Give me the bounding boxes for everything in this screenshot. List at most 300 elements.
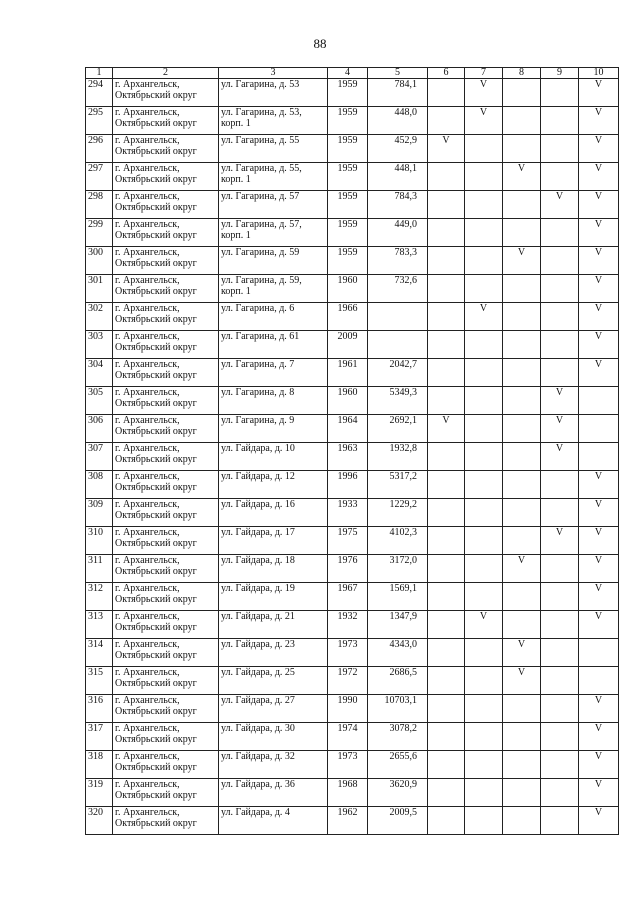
address-cell	[219, 583, 328, 611]
mark-cell-6	[428, 107, 465, 135]
table-row	[86, 387, 619, 415]
mark-cell-10	[579, 751, 619, 779]
check-mark: V	[594, 751, 603, 762]
settlement-cell	[113, 583, 219, 611]
row-number-cell	[86, 751, 113, 779]
floor-area: 5349,3	[389, 387, 417, 398]
settlement-cell	[113, 751, 219, 779]
check-mark: V	[594, 135, 603, 146]
year-cell	[328, 107, 368, 135]
mark-cell-6	[428, 471, 465, 499]
row-number-cell	[86, 499, 113, 527]
mark-cell-6	[428, 303, 465, 331]
table-row	[86, 79, 619, 107]
year-cell	[328, 443, 368, 471]
street-address: ул. Гайдара, д. 25	[221, 667, 295, 678]
check-mark: V	[594, 303, 603, 314]
area-cell	[368, 163, 428, 191]
address-cell	[219, 79, 328, 107]
year-cell	[328, 779, 368, 807]
mark-cell-6	[428, 79, 465, 107]
district-name: Октябрьский округ	[115, 258, 197, 269]
mark-cell-7	[465, 135, 503, 163]
settlement-cell	[113, 695, 219, 723]
check-mark: V	[517, 163, 526, 174]
row-number: 315	[88, 667, 103, 678]
address-cell	[219, 219, 328, 247]
address-cell	[219, 555, 328, 583]
mark-cell-8	[503, 163, 541, 191]
table-row	[86, 611, 619, 639]
city-name: г. Архангельск,	[115, 107, 180, 118]
address-cell	[219, 639, 328, 667]
mark-cell-10	[579, 247, 619, 275]
street-address: ул. Гайдара, д. 27	[221, 695, 295, 706]
check-mark: V	[517, 247, 526, 258]
settlement-cell	[113, 191, 219, 219]
area-cell	[368, 779, 428, 807]
build-year: 1966	[337, 303, 358, 314]
mark-cell-6	[428, 695, 465, 723]
row-number-cell	[86, 639, 113, 667]
header-col-9: 9	[541, 68, 579, 79]
district-name: Октябрьский округ	[115, 482, 197, 493]
floor-area: 452,9	[394, 135, 417, 146]
area-cell	[368, 751, 428, 779]
table-row	[86, 471, 619, 499]
header-col-10: 10	[579, 68, 619, 79]
row-number-cell	[86, 135, 113, 163]
mark-cell-9	[541, 415, 579, 443]
mark-cell-7	[465, 779, 503, 807]
mark-cell-6	[428, 723, 465, 751]
check-mark: V	[594, 723, 603, 734]
area-cell	[368, 639, 428, 667]
year-cell	[328, 667, 368, 695]
district-name: Октябрьский округ	[115, 734, 197, 745]
mark-cell-9	[541, 275, 579, 303]
settlement-cell	[113, 667, 219, 695]
area-cell	[368, 303, 428, 331]
table-row	[86, 555, 619, 583]
address-cell	[219, 667, 328, 695]
header-col-4: 4	[328, 68, 368, 79]
settlement-cell	[113, 415, 219, 443]
row-number-cell	[86, 79, 113, 107]
year-cell	[328, 611, 368, 639]
row-number: 306	[88, 415, 103, 426]
street-address: ул. Гайдара, д. 23	[221, 639, 295, 650]
row-number-cell	[86, 807, 113, 835]
mark-cell-9	[541, 555, 579, 583]
row-number: 314	[88, 639, 103, 650]
area-cell	[368, 135, 428, 163]
street-address: ул. Гагарина, д. 59	[221, 247, 300, 258]
floor-area: 5317,2	[389, 471, 417, 482]
floor-area: 1229,2	[389, 499, 417, 510]
build-year: 1932	[337, 611, 358, 622]
table-row	[86, 163, 619, 191]
district-name: Октябрьский округ	[115, 622, 197, 633]
build-year: 1959	[337, 247, 358, 258]
mark-cell-8	[503, 359, 541, 387]
mark-cell-7	[465, 359, 503, 387]
floor-area: 2692,1	[389, 415, 417, 426]
city-name: г. Архангельск,	[115, 471, 180, 482]
table-row	[86, 359, 619, 387]
check-mark: V	[594, 79, 603, 90]
settlement-cell	[113, 471, 219, 499]
table-row	[86, 415, 619, 443]
mark-cell-8	[503, 471, 541, 499]
check-mark: V	[594, 807, 603, 818]
row-number: 313	[88, 611, 103, 622]
city-name: г. Архангельск,	[115, 135, 180, 146]
mark-cell-7	[465, 611, 503, 639]
mark-cell-6	[428, 639, 465, 667]
mark-cell-8	[503, 751, 541, 779]
mark-cell-8	[503, 695, 541, 723]
mark-cell-7	[465, 583, 503, 611]
street-address: ул. Гайдара, д. 18	[221, 555, 295, 566]
row-number: 298	[88, 191, 103, 202]
row-number: 307	[88, 443, 103, 454]
city-name: г. Архангельск,	[115, 807, 180, 818]
build-year: 1961	[337, 359, 358, 370]
area-cell	[368, 79, 428, 107]
build-year: 1964	[337, 415, 358, 426]
build-year: 1960	[337, 275, 358, 286]
address-cell	[219, 499, 328, 527]
street-address: ул. Гайдара, д. 36	[221, 779, 295, 790]
mark-cell-10	[579, 415, 619, 443]
row-number-cell	[86, 275, 113, 303]
mark-cell-7	[465, 639, 503, 667]
build-year: 1933	[337, 499, 358, 510]
settlement-cell	[113, 135, 219, 163]
mark-cell-8	[503, 611, 541, 639]
mark-cell-10	[579, 275, 619, 303]
mark-cell-9	[541, 723, 579, 751]
area-cell	[368, 471, 428, 499]
district-name: Октябрьский округ	[115, 650, 197, 661]
mark-cell-8	[503, 527, 541, 555]
mark-cell-9	[541, 611, 579, 639]
header-col-1: 1	[86, 68, 113, 79]
building-corpus: корп. 1	[221, 174, 251, 185]
build-year: 1962	[337, 807, 358, 818]
area-cell	[368, 387, 428, 415]
district-name: Октябрьский округ	[115, 314, 197, 325]
settlement-cell	[113, 387, 219, 415]
city-name: г. Архангельск,	[115, 751, 180, 762]
mark-cell-8	[503, 219, 541, 247]
row-number-cell	[86, 107, 113, 135]
mark-cell-7	[465, 107, 503, 135]
build-year: 1975	[337, 527, 358, 538]
street-address: ул. Гайдара, д. 17	[221, 527, 295, 538]
settlement-cell	[113, 443, 219, 471]
mark-cell-10	[579, 639, 619, 667]
row-number: 304	[88, 359, 103, 370]
floor-area: 732,6	[394, 275, 417, 286]
floor-area: 2042,7	[389, 359, 417, 370]
city-name: г. Архангельск,	[115, 163, 180, 174]
mark-cell-10	[579, 555, 619, 583]
area-cell	[368, 499, 428, 527]
street-address: ул. Гагарина, д. 6	[221, 303, 295, 314]
mark-cell-6	[428, 499, 465, 527]
address-cell	[219, 527, 328, 555]
area-cell	[368, 695, 428, 723]
mark-cell-9	[541, 695, 579, 723]
year-cell	[328, 387, 368, 415]
check-mark: V	[594, 611, 603, 622]
mark-cell-9	[541, 191, 579, 219]
district-name: Октябрьский округ	[115, 678, 197, 689]
floor-area: 4343,0	[389, 639, 417, 650]
settlement-cell	[113, 779, 219, 807]
address-cell	[219, 387, 328, 415]
mark-cell-8	[503, 443, 541, 471]
settlement-cell	[113, 163, 219, 191]
year-cell	[328, 695, 368, 723]
row-number-cell	[86, 191, 113, 219]
mark-cell-10	[579, 79, 619, 107]
mark-cell-8	[503, 107, 541, 135]
settlement-cell	[113, 527, 219, 555]
mark-cell-10	[579, 303, 619, 331]
address-cell	[219, 303, 328, 331]
city-name: г. Архангельск,	[115, 443, 180, 454]
page-number: 88	[313, 36, 327, 51]
mark-cell-9	[541, 667, 579, 695]
mark-cell-10	[579, 387, 619, 415]
row-number-cell	[86, 303, 113, 331]
check-mark: V	[555, 387, 564, 398]
mark-cell-8	[503, 191, 541, 219]
table-row	[86, 527, 619, 555]
year-cell	[328, 415, 368, 443]
city-name: г. Архангельск,	[115, 247, 180, 258]
mark-cell-10	[579, 107, 619, 135]
district-name: Октябрьский округ	[115, 146, 197, 157]
mark-cell-9	[541, 779, 579, 807]
mark-cell-7	[465, 667, 503, 695]
city-name: г. Архангельск,	[115, 79, 180, 90]
table-row	[86, 303, 619, 331]
mark-cell-9	[541, 527, 579, 555]
mark-cell-9	[541, 583, 579, 611]
row-number: 301	[88, 275, 103, 286]
year-cell	[328, 527, 368, 555]
row-number: 295	[88, 107, 103, 118]
mark-cell-9	[541, 387, 579, 415]
address-cell	[219, 275, 328, 303]
street-address: ул. Гагарина, д. 57	[221, 191, 300, 202]
mark-cell-6	[428, 135, 465, 163]
city-name: г. Архангельск,	[115, 303, 180, 314]
street-address: ул. Гагарина, д. 9	[221, 415, 295, 426]
floor-area: 1569,1	[389, 583, 417, 594]
mark-cell-7	[465, 79, 503, 107]
mark-cell-9	[541, 247, 579, 275]
table-row	[86, 443, 619, 471]
build-year: 1972	[337, 667, 358, 678]
street-address: ул. Гагарина, д. 59,	[221, 275, 302, 286]
mark-cell-10	[579, 219, 619, 247]
row-number: 316	[88, 695, 103, 706]
area-cell	[368, 555, 428, 583]
build-year: 1959	[337, 107, 358, 118]
city-name: г. Архангельск,	[115, 331, 180, 342]
row-number: 305	[88, 387, 103, 398]
area-cell	[368, 331, 428, 359]
mark-cell-8	[503, 667, 541, 695]
row-number-cell	[86, 219, 113, 247]
district-name: Октябрьский округ	[115, 398, 197, 409]
street-address: ул. Гагарина, д. 53,	[221, 107, 302, 118]
mark-cell-6	[428, 555, 465, 583]
check-mark: V	[594, 163, 603, 174]
mark-cell-8	[503, 499, 541, 527]
street-address: ул. Гагарина, д. 8	[221, 387, 295, 398]
check-mark: V	[594, 779, 603, 790]
row-number-cell	[86, 387, 113, 415]
build-year: 1959	[337, 191, 358, 202]
row-number-cell	[86, 443, 113, 471]
mark-cell-8	[503, 779, 541, 807]
mark-cell-10	[579, 723, 619, 751]
mark-cell-8	[503, 79, 541, 107]
row-number: 302	[88, 303, 103, 314]
row-number: 310	[88, 527, 103, 538]
city-name: г. Архангельск,	[115, 779, 180, 790]
address-cell	[219, 359, 328, 387]
district-name: Октябрьский округ	[115, 370, 197, 381]
district-name: Октябрьский округ	[115, 230, 197, 241]
check-mark: V	[479, 303, 488, 314]
mark-cell-6	[428, 387, 465, 415]
mark-cell-6	[428, 443, 465, 471]
build-year: 1959	[337, 219, 358, 230]
address-cell	[219, 695, 328, 723]
row-number-cell	[86, 583, 113, 611]
floor-area: 448,0	[394, 107, 417, 118]
area-cell	[368, 247, 428, 275]
city-name: г. Архангельск,	[115, 723, 180, 734]
floor-area: 1347,9	[389, 611, 417, 622]
build-year: 1959	[337, 163, 358, 174]
city-name: г. Архангельск,	[115, 387, 180, 398]
table-row	[86, 639, 619, 667]
street-address: ул. Гайдара, д. 21	[221, 611, 295, 622]
settlement-cell	[113, 107, 219, 135]
mark-cell-6	[428, 779, 465, 807]
check-mark: V	[555, 527, 564, 538]
row-number: 300	[88, 247, 103, 258]
check-mark: V	[594, 471, 603, 482]
mark-cell-10	[579, 135, 619, 163]
area-cell	[368, 443, 428, 471]
row-number-cell	[86, 471, 113, 499]
year-cell	[328, 303, 368, 331]
floor-area: 10703,1	[384, 695, 417, 706]
year-cell	[328, 751, 368, 779]
city-name: г. Архангельск,	[115, 275, 180, 286]
mark-cell-9	[541, 219, 579, 247]
mark-cell-9	[541, 331, 579, 359]
city-name: г. Архангельск,	[115, 611, 180, 622]
floor-area: 449,0	[394, 219, 417, 230]
mark-cell-7	[465, 219, 503, 247]
district-name: Октябрьский округ	[115, 566, 197, 577]
mark-cell-9	[541, 303, 579, 331]
mark-cell-10	[579, 443, 619, 471]
header-col-6: 6	[428, 68, 465, 79]
street-address: ул. Гайдара, д. 4	[221, 807, 290, 818]
check-mark: V	[479, 611, 488, 622]
building-corpus: корп. 1	[221, 230, 251, 241]
mark-cell-6	[428, 667, 465, 695]
check-mark: V	[594, 275, 603, 286]
floor-area: 3078,2	[389, 723, 417, 734]
row-number: 319	[88, 779, 103, 790]
check-mark: V	[594, 219, 603, 230]
mark-cell-7	[465, 471, 503, 499]
address-cell	[219, 191, 328, 219]
city-name: г. Архангельск,	[115, 219, 180, 230]
year-cell	[328, 135, 368, 163]
mark-cell-8	[503, 331, 541, 359]
table-row	[86, 723, 619, 751]
mark-cell-7	[465, 415, 503, 443]
street-address: ул. Гайдара, д. 19	[221, 583, 295, 594]
year-cell	[328, 807, 368, 835]
mark-cell-7	[465, 331, 503, 359]
district-name: Октябрьский округ	[115, 510, 197, 521]
mark-cell-10	[579, 331, 619, 359]
year-cell	[328, 583, 368, 611]
table-row	[86, 107, 619, 135]
mark-cell-9	[541, 163, 579, 191]
city-name: г. Архангельск,	[115, 639, 180, 650]
header-col-7: 7	[465, 68, 503, 79]
check-mark: V	[479, 79, 488, 90]
floor-area: 3620,9	[389, 779, 417, 790]
area-cell	[368, 723, 428, 751]
address-cell	[219, 611, 328, 639]
mark-cell-10	[579, 583, 619, 611]
mark-cell-8	[503, 583, 541, 611]
city-name: г. Архангельск,	[115, 499, 180, 510]
mark-cell-6	[428, 247, 465, 275]
row-number-cell	[86, 555, 113, 583]
mark-cell-10	[579, 191, 619, 219]
city-name: г. Архангельск,	[115, 695, 180, 706]
row-number: 309	[88, 499, 103, 510]
header-col-2: 2	[113, 68, 219, 79]
mark-cell-8	[503, 555, 541, 583]
settlement-cell	[113, 639, 219, 667]
year-cell	[328, 275, 368, 303]
settlement-cell	[113, 331, 219, 359]
row-number: 318	[88, 751, 103, 762]
area-cell	[368, 275, 428, 303]
city-name: г. Архангельск,	[115, 583, 180, 594]
header-col-5: 5	[368, 68, 428, 79]
row-number-cell	[86, 611, 113, 639]
